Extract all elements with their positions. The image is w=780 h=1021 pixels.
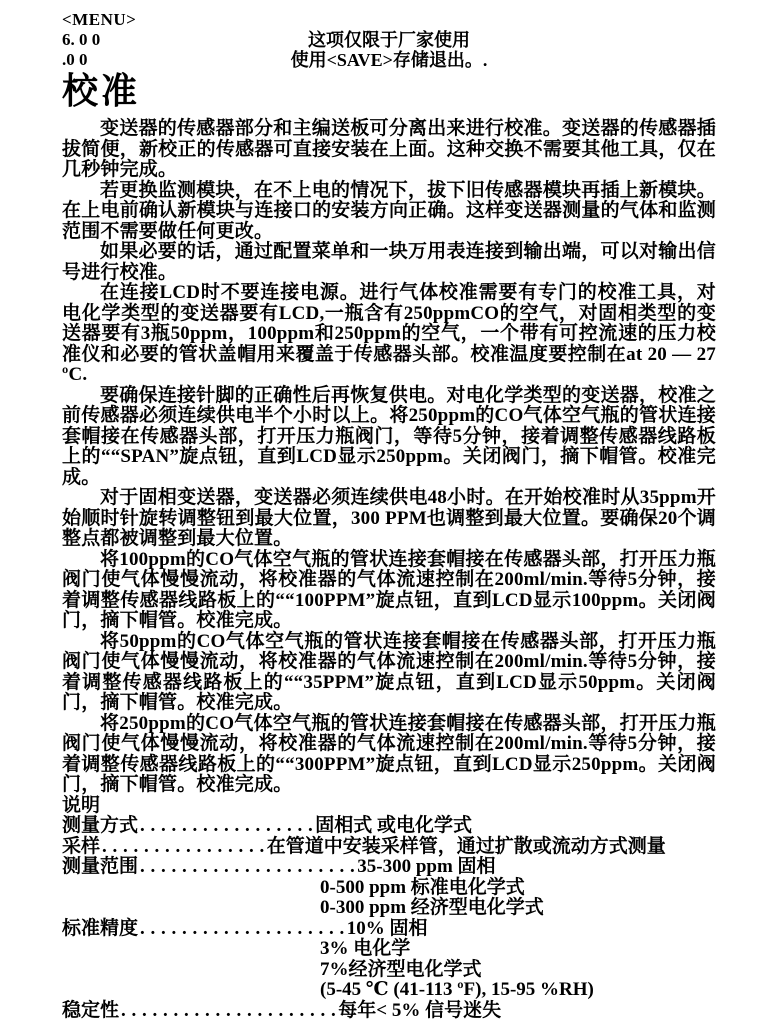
spec-row-accuracy xyxy=(62,919,716,940)
menu-row xyxy=(62,50,716,70)
menu-note: 这项仅限于厂家使用 xyxy=(62,30,716,50)
spec-section-heading: 说明 xyxy=(62,796,716,817)
body-paragraph-6: 对于固相变送器，变送器必须连续供电48小时。在开始校准时从35ppm开始顺时针旋转调整钮到最大位置，300 PPM也调整到最大位置。要确保20个调整点都被调整到最大位置。 xyxy=(62,488,716,550)
spec-row-measure-method xyxy=(62,816,716,837)
dotted-leader: . . . . . . . . . . . . . . . . . . . . . xyxy=(119,1000,338,1021)
spec-row-sampling xyxy=(62,837,716,858)
spec-row-conditions xyxy=(62,980,716,1001)
body-paragraph-3: 如果必要的话，通过配置菜单和一块万用表连接到输出端，可以对输出信号进行校准。 xyxy=(62,242,716,283)
menu-value: 6. 0 0 xyxy=(62,30,100,50)
dotted-leader: . . . . . . . . . . . . . . . . . xyxy=(138,815,315,836)
spec-value: 35-300 ppm 固相 xyxy=(357,856,495,877)
spec-value: 固相式 或电化学式 xyxy=(315,815,472,836)
spec-value: (5-45 ℃ (41-113 ºF), 15-95 %RH) xyxy=(320,979,594,1000)
menu-note: 使用<SAVE>存储退出。. xyxy=(62,50,716,70)
spec-label: 测量范围 xyxy=(62,856,138,877)
dotted-leader: . . . . . . . . . . . . . . . . . . . . xyxy=(138,918,347,939)
spec-row-range-standard xyxy=(62,878,716,899)
spec-label: 测量方式 xyxy=(62,815,138,836)
spec-value: 3% 电化学 xyxy=(320,938,410,959)
spec-value: 10% 固相 xyxy=(347,918,428,939)
spec-value: 0-300 ppm 经济型电化学式 xyxy=(320,897,544,918)
spec-row-stability xyxy=(62,1001,716,1021)
menu-value: .0 0 xyxy=(62,50,88,70)
body-paragraph-7: 将100ppm的CO气体空气瓶的管状连接套帽接在传感器头部，打开压力瓶阀门使气体慢慢流动，将校准器的气体流速控制在200ml/min.等待5分钟，接着调整传感器线路板上的““100PPM”旋点钮，直到LCD显示100ppm。关闭阀门，摘下帽管。校准完成。 xyxy=(62,550,716,632)
dotted-leader: . . . . . . . . . . . . . . . . . . . . . xyxy=(138,856,357,877)
body-paragraph-5: 要确保连接针脚的正确性后再恢复供电。对电化学类型的变送器，校准之前传感器必须连续供电半个小时以上。将250ppm的CO气体空气瓶的管状连接套帽接在传感器头部，打开压力瓶阀门，等待5分钟，接着调整传感器线路板上的““SPAN”旋点钮，直到LCD显示250ppm。关闭阀门，摘下帽管。校准完成。 xyxy=(62,386,716,489)
spec-value: 0-500 ppm 标准电化学式 xyxy=(320,877,525,898)
body-paragraph-4: 在连接LCD时不要连接电源。进行气体校准需要有专门的校准工具，对电化学类型的变送器要有LCD,一瓶含有250ppmCO的空气，对固相类型的变送器要有3瓶50ppm，100ppm和250ppm的空气，一个带有可控流速的压力校准仪和必要的管状盖帽用来覆盖于传感器头部。校准温度要控制在at 20 — 27 ºC. xyxy=(62,283,716,386)
dotted-leader: . . . . . . . . . . . . . . . . xyxy=(100,836,267,857)
spec-row-range-economy xyxy=(62,898,716,919)
spec-row-accuracy-electrochemical xyxy=(62,939,716,960)
body-paragraph-8: 将50ppm的CO气体空气瓶的管状连接套帽接在传感器头部，打开压力瓶阀门使气体慢慢流动，将校准器的气体流速控制在200ml/min.等待5分钟，接着调整传感器线路板上的““35PPM”旋点钮，直到LCD显示50ppm。关闭阀门，摘下帽管。校准完成。 xyxy=(62,632,716,714)
spec-value: 在管道中安装采样管，通过扩散或流动方式测量 xyxy=(267,836,666,857)
spec-row-measure-range xyxy=(62,857,716,878)
body-paragraph-2: 若更换监测模块，在不上电的情况下，拔下旧传感器模块再插上新模块。在上电前确认新模块与连接口的安装方向正确。这样变送器测量的气体和监测范围不需要做任何更改。 xyxy=(62,181,716,243)
spec-value: 每年< 5% 信号迷失 xyxy=(338,1000,501,1021)
spec-label: 稳定性 xyxy=(62,1000,119,1021)
spec-label: 采样 xyxy=(62,836,100,857)
body-paragraph-1: 变送器的传感器部分和主编送板可分离出来进行校准。变送器的传感器插拔简便，新校正的传感器可直接安装在上面。这种交换不需要其他工具，仅在几秒钟完成。 xyxy=(62,119,716,181)
body-paragraph-9: 将250ppm的CO气体空气瓶的管状连接套帽接在传感器头部，打开压力瓶阀门使气体慢慢流动，将校准器的气体流速控制在200ml/min.等待5分钟，接着调整传感器线路板上的““300PPM”旋点钮，直到LCD显示250ppm。关闭阀门，摘下帽管。校准完成。 xyxy=(62,714,716,796)
spec-row-accuracy-economy xyxy=(62,960,716,981)
page-title: 校准 xyxy=(62,72,716,110)
spec-label: 标准精度 xyxy=(62,918,138,939)
menu-tag: <MENU> xyxy=(62,10,716,30)
menu-header xyxy=(62,10,716,70)
menu-row xyxy=(62,30,716,50)
spec-value: 7%经济型电化学式 xyxy=(320,959,482,980)
